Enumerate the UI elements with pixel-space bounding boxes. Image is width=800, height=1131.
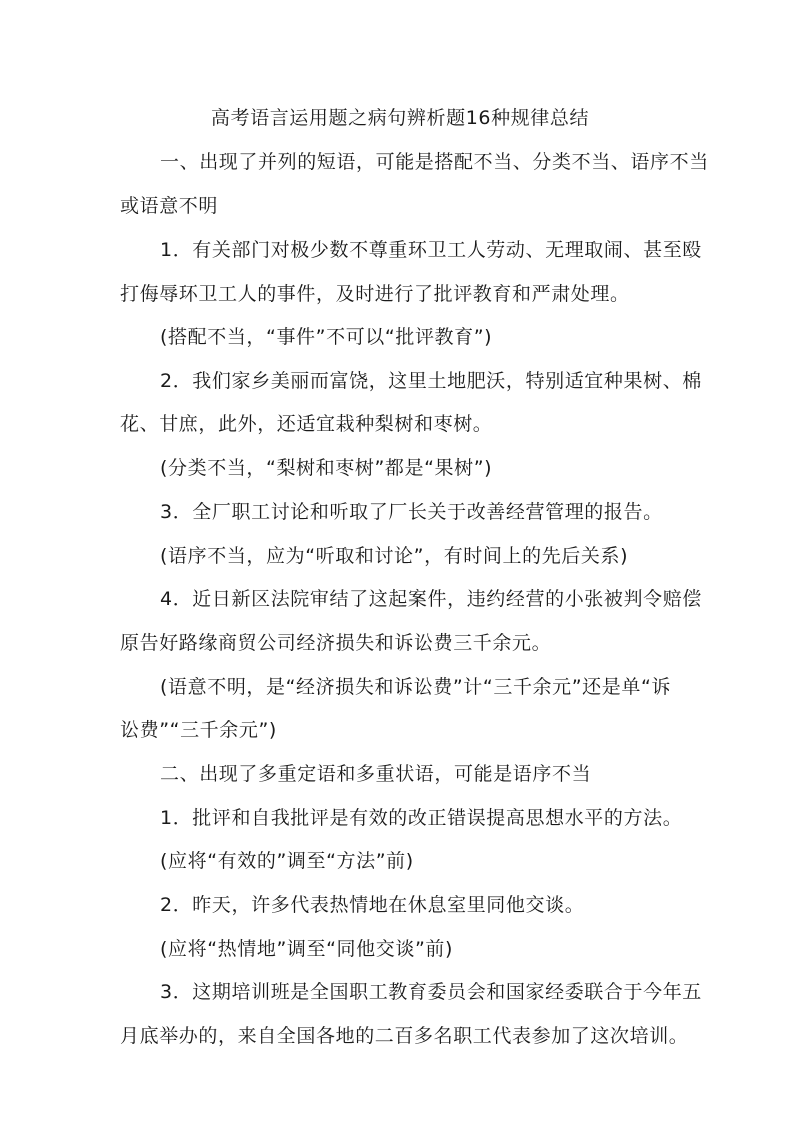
example-sentence: 2．昨天，许多代表热情地在休息室里同他交谈。 xyxy=(160,894,585,916)
explanation-note: (语序不当，应为“听取和讨论”，有时间上的先后关系) xyxy=(160,545,629,567)
example-sentence: 3．这期培训班是全国职工教育委员会和国家经委联合于今年五 xyxy=(160,981,702,1003)
section-heading-1-cont: 或语意不明 xyxy=(120,195,219,217)
explanation-note: (搭配不当，“事件”不可以“批评教育”) xyxy=(160,326,493,348)
section-heading-1: 一、出现了并列的短语，可能是搭配不当、分类不当、语序不当 xyxy=(160,151,709,173)
section-heading-2: 二、出现了多重定语和多重状语，可能是语序不当 xyxy=(160,763,592,785)
example-sentence: 4．近日新区法院审结了这起案件，违约经营的小张被判令赔偿 xyxy=(160,588,702,610)
explanation-note: (应将“有效的”调至“方法”前) xyxy=(160,850,414,872)
example-sentence-cont: 打侮辱环卫工人的事件，及时进行了批评教育和严肃处理。 xyxy=(120,283,630,305)
example-sentence: 2．我们家乡美丽而富饶，这里土地肥沃，特别适宜种果树、棉 xyxy=(160,370,702,392)
example-sentence: 1．批评和自我批评是有效的改正错误提高思想水平的方法。 xyxy=(160,807,683,829)
explanation-note: (应将“热情地”调至“同他交谈”前) xyxy=(160,938,453,960)
example-sentence-cont: 原告好路缘商贸公司经济损失和诉讼费三千余元。 xyxy=(120,632,552,654)
explanation-note: (语意不明，是“经济损失和诉讼费”计“三千余元”还是单“诉 xyxy=(160,676,672,698)
explanation-note-cont: 讼费”“三千余元”) xyxy=(120,719,277,741)
example-sentence-cont: 月底举办的，来自全国各地的二百多名职工代表参加了这次培训。 xyxy=(120,1025,689,1047)
example-sentence: 3．全厂职工讨论和听取了厂长关于改善经营管理的报告。 xyxy=(160,501,663,523)
example-sentence-cont: 花、甘庶，此外，还适宜栽种梨树和枣树。 xyxy=(120,413,493,435)
document-title: 高考语言运用题之病句辨析题16种规律总结 xyxy=(210,107,590,129)
example-sentence: 1．有关部门对极少数不尊重环卫工人劳动、无理取闹、甚至殴 xyxy=(160,239,702,261)
explanation-note: (分类不当，“梨树和枣树”都是“果树”) xyxy=(160,457,493,479)
